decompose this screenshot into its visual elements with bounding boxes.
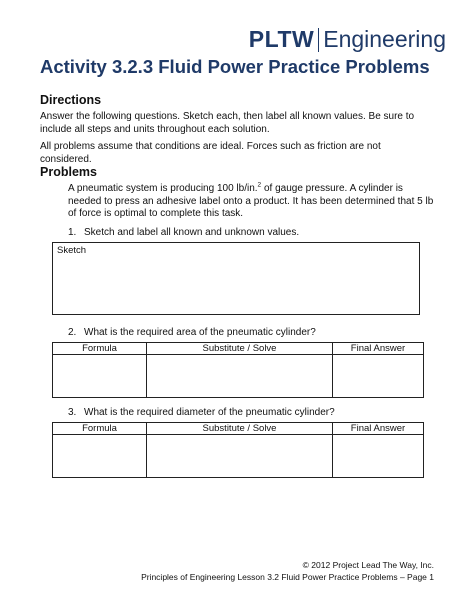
question-2 bbox=[68, 327, 316, 339]
page-footer bbox=[141, 560, 434, 583]
directions-heading: Directions bbox=[40, 93, 102, 107]
question-1 bbox=[68, 227, 299, 239]
table-row bbox=[53, 355, 424, 398]
q3-solve-cell[interactable] bbox=[147, 435, 333, 478]
sketch-area[interactable] bbox=[52, 242, 420, 315]
question-3-number: 3. bbox=[68, 407, 77, 418]
question-1-number: 1. bbox=[68, 227, 77, 238]
logo-engineering-text: Engineering bbox=[323, 26, 446, 52]
directions-paragraph-1: Answer the following questions. Sketch each, then label all known values. Be sure to include all steps and units throughout each solution. bbox=[40, 111, 415, 135]
problem-intro bbox=[68, 183, 438, 221]
q2-formula-cell[interactable] bbox=[53, 355, 147, 398]
header-final-answer: Final Answer bbox=[333, 343, 424, 355]
pltw-engineering-logo bbox=[249, 26, 446, 53]
header-formula: Formula bbox=[53, 343, 147, 355]
logo-pltw-text: PLTW bbox=[248, 26, 315, 52]
sketch-label: Sketch bbox=[57, 245, 87, 256]
page-title: Activity 3.2.3 Fluid Power Practice Problems bbox=[40, 56, 430, 77]
footer-copyright: © 2012 Project Lead The Way, Inc. bbox=[302, 560, 434, 570]
header-substitute-solve: Substitute / Solve bbox=[147, 423, 333, 435]
question-3-text: What is the required diameter of the pneumatic cylinder? bbox=[84, 407, 335, 418]
answer-table-q3 bbox=[52, 422, 424, 478]
header-substitute-solve: Substitute / Solve bbox=[147, 343, 333, 355]
header-final-answer: Final Answer bbox=[333, 423, 424, 435]
table-row bbox=[53, 435, 424, 478]
problem-intro-superscript: 2 bbox=[257, 181, 262, 189]
directions-paragraph-2: All problems assume that conditions are ideal. Forces such as friction are not considered. bbox=[40, 141, 381, 165]
header-formula: Formula bbox=[53, 423, 147, 435]
question-1-text: Sketch and label all known and unknown values. bbox=[84, 227, 300, 238]
table-header-row bbox=[53, 343, 424, 355]
problem-intro-part2: of gauge pressure. A cylinder is needed to press an adhesive label onto a product. It has been determined that 5 lb of force is optimal to complete this task. bbox=[68, 183, 434, 219]
q2-solve-cell[interactable] bbox=[147, 355, 333, 398]
q2-answer-cell[interactable] bbox=[333, 355, 424, 398]
q3-answer-cell[interactable] bbox=[333, 435, 424, 478]
logo-divider bbox=[318, 28, 319, 52]
table-header-row bbox=[53, 423, 424, 435]
footer-course-line: Principles of Engineering Lesson 3.2 Fluid Power Practice Problems – Page 1 bbox=[141, 571, 434, 582]
problems-heading: Problems bbox=[40, 165, 97, 179]
question-2-number: 2. bbox=[68, 327, 77, 338]
q3-formula-cell[interactable] bbox=[53, 435, 147, 478]
question-2-text: What is the required area of the pneumatic cylinder? bbox=[84, 327, 316, 338]
question-3 bbox=[68, 407, 335, 419]
problem-intro-part1: A pneumatic system is producing 100 lb/in. bbox=[68, 183, 258, 194]
answer-table-q2 bbox=[52, 342, 424, 398]
